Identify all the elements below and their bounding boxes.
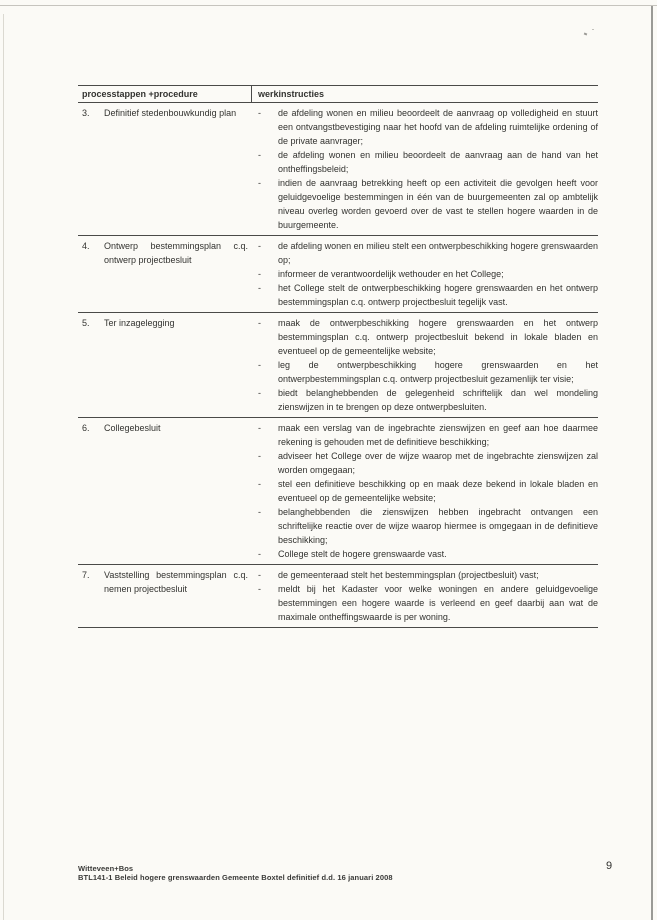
dash-bullet: - — [258, 549, 261, 559]
table-row — [78, 236, 598, 313]
instruction-text: de afdeling wonen en milieu stelt een ontwerpbeschikking hogere grenswaarden op; — [278, 241, 598, 265]
instruction-list — [252, 238, 598, 309]
instruction-text: informeer de verantwoordelijk wethouder en het College; — [278, 269, 504, 279]
table-header-row — [78, 86, 598, 103]
dash-bullet: - — [258, 150, 261, 160]
instruction-text: maak een verslag van de ingebrachte zienswijzen en geef aan hoe daarmee rekening is gehouden met de definitieve beschikking; — [278, 423, 598, 447]
dash-bullet: - — [258, 570, 261, 580]
step-cell — [78, 238, 252, 309]
dash-bullet: - — [258, 283, 261, 293]
dash-bullet: - — [258, 507, 261, 517]
instruction-item — [258, 106, 598, 148]
row-number: 3. — [82, 108, 90, 118]
instruction-text: de gemeenteraad stelt het bestemmingsplan (projectbesluit) vast; — [278, 570, 539, 580]
company-name: Witteveen+Bos — [78, 864, 134, 873]
dash-bullet: - — [258, 423, 261, 433]
step-name: Ontwerp bestemmingsplan c.q. ontwerp projectbesluit — [104, 241, 248, 265]
dash-bullet: - — [258, 269, 261, 279]
instruction-list — [252, 105, 598, 232]
step-name: Definitief stedenbouwkundig plan — [104, 108, 237, 118]
instruction-item — [258, 421, 598, 449]
dash-bullet: - — [258, 241, 261, 251]
scan-edge-top — [0, 5, 657, 6]
dash-bullet: - — [258, 318, 261, 328]
table-row — [78, 313, 598, 418]
instruction-text: maak de ontwerpbeschikking hogere grenswaarden en het ontwerp bestemmingsplan c.q. ontwerp projectbesluit bekend in lokale bladen en eventueel op de gemeentelijke website; — [278, 318, 598, 356]
instruction-item — [258, 239, 598, 267]
instruction-text: stel een definitieve beschikking op en maak deze bekend in lokale bladen en eventueel op de gemeentelijke website; — [278, 479, 598, 503]
row-number: 7. — [82, 570, 90, 580]
instruction-item — [258, 176, 598, 232]
dash-bullet: - — [258, 178, 261, 188]
step-cell — [78, 105, 252, 232]
row-number: 5. — [82, 318, 90, 328]
row-number: 6. — [82, 423, 90, 433]
dash-bullet: - — [258, 108, 261, 118]
dash-bullet: - — [258, 584, 261, 594]
instruction-item — [258, 449, 598, 477]
instruction-text: belanghebbenden die zienswijzen hebben ingebracht ontvangen een schriftelijke reactie over de wijze waarop hiermee is omgegaan in de definitieve beschikking; — [278, 507, 598, 545]
table-row — [78, 418, 598, 565]
instruction-item — [258, 148, 598, 176]
instruction-item — [258, 547, 598, 561]
instruction-text: de afdeling wonen en milieu beoordeelt de aanvraag aan de hand van het ontheffingsbeleid; — [278, 150, 598, 174]
step-name: Ter inzagelegging — [104, 318, 175, 328]
instruction-item — [258, 316, 598, 358]
page-footer — [78, 864, 393, 882]
table-row — [78, 565, 598, 628]
instruction-item — [258, 568, 598, 582]
step-cell — [78, 420, 252, 561]
instruction-list — [252, 315, 598, 414]
step-name: Vaststelling bestemmingsplan c.q. nemen projectbesluit — [104, 570, 248, 594]
page-number: 9 — [606, 860, 613, 872]
dash-bullet: - — [258, 451, 261, 461]
instruction-text: het College stelt de ontwerpbeschikking hogere grenswaarden en het ontwerp bestemmingsplan c.q. ontwerp projectbesluit tegelijk vast. — [278, 283, 598, 307]
instruction-text: biedt belanghebbenden de gelegenheid schriftelijk dan wel mondeling zienswijzen in te brengen op deze ontwerpbesluiten. — [278, 388, 598, 412]
scan-speck — [584, 33, 588, 36]
scan-edge-right — [651, 6, 653, 920]
table-row — [78, 103, 598, 236]
row-number: 4. — [82, 241, 90, 251]
instruction-item — [258, 386, 598, 414]
process-steps-table — [78, 85, 598, 628]
instruction-text: leg de ontwerpbeschikking hogere grenswaarden en het ontwerpbestemmingsplan c.q. ontwerp projectbesluit gezamenlijk ter visie; — [278, 360, 598, 384]
instruction-list — [252, 420, 598, 561]
instruction-item — [258, 582, 598, 624]
step-cell — [78, 567, 252, 624]
instruction-text: adviseer het College over de wijze waarop met de ingebrachte zienswijzen zal worden omgegaan; — [278, 451, 598, 475]
instruction-list — [252, 567, 598, 624]
dash-bullet: - — [258, 360, 261, 370]
scan-speck — [592, 29, 594, 30]
step-name: Collegebesluit — [104, 423, 161, 433]
header-processtappen: processtappen +procedure — [78, 86, 252, 102]
instruction-text: College stelt de hogere grenswaarde vast. — [278, 549, 447, 559]
instruction-item — [258, 477, 598, 505]
instruction-item — [258, 505, 598, 547]
step-cell — [78, 315, 252, 414]
scan-edge-left — [3, 14, 4, 920]
document-reference: BTL141-1 Beleid hogere grenswaarden Gemeente Boxtel definitief d.d. 16 januari 2008 — [78, 873, 393, 882]
dash-bullet: - — [258, 479, 261, 489]
instruction-item — [258, 358, 598, 386]
instruction-item — [258, 267, 598, 281]
instruction-item — [258, 281, 598, 309]
dash-bullet: - — [258, 388, 261, 398]
header-werkinstructies: werkinstructies — [258, 89, 325, 99]
instruction-text: indien de aanvraag betrekking heeft op een activiteit die gevolgen heeft voor geluidgevoelige bestemmingen in één van de buurgemeenten zal op ambtelijk niveau overleg worden gevoerd over de vast te stellen hogere waarden in de buurgemeente. — [278, 178, 598, 230]
instruction-text: de afdeling wonen en milieu beoordeelt de aanvraag op volledigheid en stuurt een ontvangstbevestiging naar het hoofd van de afdeling ruimtelijke ordening of de private aanvrager; — [278, 108, 598, 146]
instruction-text: meldt bij het Kadaster voor welke woningen en andere geluidgevoelige bestemmingen een hogere waarde is verleend en geef daarbij aan wat de maximale ontheffingswaarde is per woning. — [278, 584, 598, 622]
